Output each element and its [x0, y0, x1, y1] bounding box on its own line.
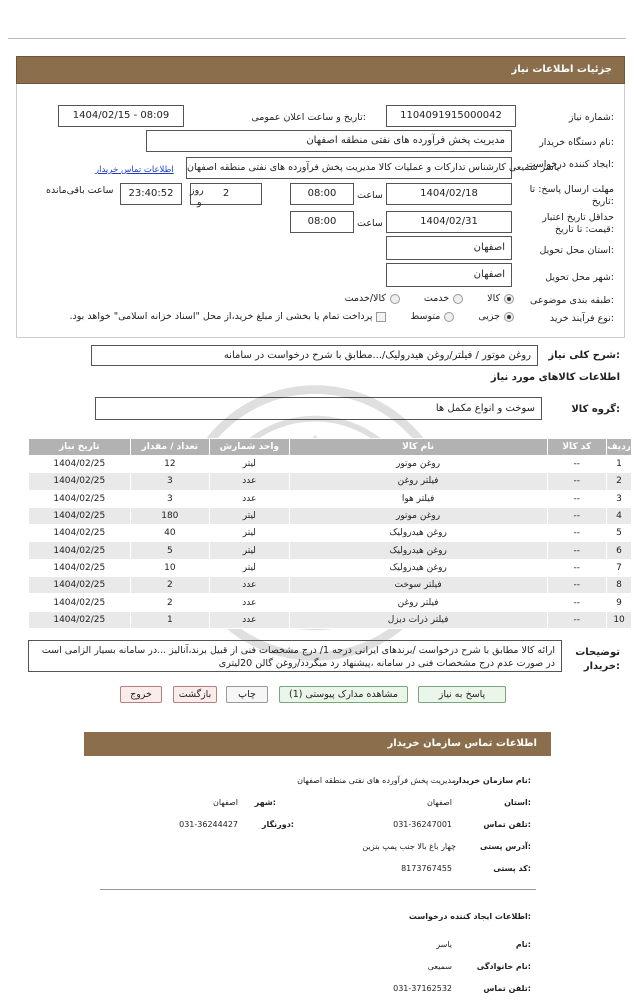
table-row	[29, 611, 632, 628]
category-options	[345, 293, 514, 304]
cell-qty: 12	[130, 456, 209, 473]
treasury-payment-checkbox[interactable]	[376, 312, 386, 322]
cell-date: 1404/02/25	[29, 473, 131, 490]
col-qty-header: تعداد / مقدار	[130, 439, 209, 456]
cell-unit: عدد	[210, 611, 290, 628]
city-label: شهر:	[254, 798, 276, 807]
cell-unit: عدد	[210, 594, 290, 611]
contact-header	[84, 732, 551, 756]
delivery-province-label: استان محل تحویل:	[539, 245, 614, 256]
buyer-org-label: نام دستگاه خریدار:	[539, 137, 614, 148]
col-date-header: تاریخ نیاز	[29, 439, 131, 456]
fax-value: 031-36244427	[179, 820, 238, 829]
table-row	[29, 542, 632, 559]
treasury-payment-note: پرداخت تمام یا بخشی از مبلغ خرید،از محل "اسناد خزانه اسلامی" خواهد بود.	[69, 311, 373, 322]
category-both-radio[interactable]	[390, 294, 400, 304]
items-table-container	[28, 438, 632, 629]
cell-row: 5	[607, 525, 632, 542]
cell-date: 1404/02/25	[29, 594, 131, 611]
cell-unit: عدد	[210, 490, 290, 507]
city-value: اصفهان	[212, 798, 238, 807]
details-header	[16, 56, 625, 84]
phone-label: تلفن تماس:	[483, 820, 531, 829]
cell-qty: 3	[130, 490, 209, 507]
table-row	[29, 490, 632, 507]
items-table-body	[29, 456, 632, 629]
col-unit-header: واحد شمارش	[210, 439, 290, 456]
cell-date: 1404/02/25	[29, 577, 131, 594]
category-both-label: کالا/خدمت	[344, 293, 386, 304]
creator-info-title: اطلاعات ایجاد کننده درخواست:	[408, 912, 531, 921]
cell-code: --	[547, 577, 607, 594]
province-label: استان:	[504, 798, 531, 807]
cell-name: فیلتر روغن	[289, 473, 547, 490]
delivery-city-field: اصفهان	[386, 263, 512, 287]
price-date-field: 1404/02/31	[386, 211, 512, 233]
cell-row: 1	[607, 456, 632, 473]
cell-qty: 2	[130, 594, 209, 611]
cell-date: 1404/02/25	[29, 542, 131, 559]
purchase-medium-label: متوسط	[410, 311, 441, 322]
buyer-org-field: مدیریت پخش فرآورده های نفتی منطقه اصفهان	[146, 130, 512, 152]
cell-row: 9	[607, 594, 632, 611]
top-divider	[8, 38, 626, 39]
table-row	[29, 525, 632, 542]
cell-code: --	[547, 559, 607, 576]
cell-name: فیلتر روغن	[289, 594, 547, 611]
cell-code: --	[547, 490, 607, 507]
and-label: و	[197, 197, 202, 208]
need-number-field: 1104091915000042	[386, 105, 516, 127]
purchase-options	[70, 311, 515, 322]
cell-unit: عدد	[210, 577, 290, 594]
attachments-button[interactable]: مشاهده مدارک پیوستی (1)	[279, 686, 408, 703]
page-title: جزئیات اطلاعات نیاز	[511, 64, 612, 75]
cell-code: --	[547, 594, 607, 611]
table-row	[29, 559, 632, 576]
cell-qty: 2	[130, 577, 209, 594]
cell-code: --	[547, 456, 607, 473]
remaining-label: ساعت باقی‌مانده	[46, 185, 114, 196]
announce-field: 1404/02/15 - 08:09	[58, 105, 184, 127]
cell-code: --	[547, 507, 607, 524]
cell-unit: لیتر	[210, 559, 290, 576]
org-label: نام سازمان خریدار:	[454, 776, 531, 785]
col-name-header: نام کالا	[289, 439, 547, 456]
org-value: مدیریت پخش فرآورده های نفتی منطقه اصفهان	[297, 776, 456, 785]
family-value: سمیعی	[427, 962, 452, 971]
cell-name: روغن موتور	[289, 507, 547, 524]
purchase-medium-radio[interactable]	[444, 312, 454, 322]
delivery-city-label: شهر محل تحویل:	[545, 272, 614, 283]
contact-title: اطلاعات تماس سازمان خریدار	[387, 738, 537, 749]
back-button[interactable]: بازگشت	[173, 686, 217, 703]
cell-row: 7	[607, 559, 632, 576]
delivery-province-field: اصفهان	[386, 236, 512, 260]
cell-name: روغن هیدرولیک	[289, 542, 547, 559]
category-goods-radio[interactable]	[504, 294, 514, 304]
category-goods-label: کالا	[487, 293, 500, 304]
cell-qty: 1	[130, 611, 209, 628]
cell-unit: لیتر	[210, 507, 290, 524]
address-value: چهار باغ بالا جنب پمپ بنزین	[362, 842, 456, 851]
cell-code: --	[547, 542, 607, 559]
cell-date: 1404/02/25	[29, 507, 131, 524]
cell-code: --	[547, 611, 607, 628]
purchase-minor-label: جزیی	[478, 311, 500, 322]
cell-qty: 10	[130, 559, 209, 576]
contact-divider	[100, 889, 536, 890]
announce-label: تاریخ و ساعت اعلان عمومی:	[251, 112, 366, 123]
reply-date-field: 1404/02/18	[386, 183, 512, 205]
summary-label: شرح کلی نیاز:	[548, 350, 620, 361]
cell-row: 6	[607, 542, 632, 559]
phone-value: 031-36247001	[393, 820, 452, 829]
table-row	[29, 594, 632, 611]
table-row	[29, 456, 632, 473]
cell-unit: لیتر	[210, 525, 290, 542]
province-value: اصفهان	[426, 798, 452, 807]
creator-field: یاسر سمیعی کارشناس تدارکات و عملیات کالا مدیریت پخش فرآورده های نفتی منطقه اصفهان	[186, 157, 512, 179]
price-time-label: ساعت	[357, 218, 383, 229]
cell-row: 4	[607, 507, 632, 524]
cell-row: 10	[607, 611, 632, 628]
items-table	[28, 438, 632, 629]
cell-qty: 3	[130, 473, 209, 490]
goods-group-field: سوخت و انواع مکمل ها	[95, 397, 542, 420]
fax-label: دورنگار:	[261, 820, 294, 829]
cell-date: 1404/02/25	[29, 611, 131, 628]
buyer-contact-link[interactable]: اطلاعات تماس خریدار	[95, 165, 174, 175]
cell-row: 3	[607, 490, 632, 507]
need-number-label: شماره نیاز:	[568, 112, 614, 123]
col-code-header: کد کالا	[547, 439, 607, 456]
reply-time-field: 08:00	[290, 183, 354, 205]
exit-button[interactable]: خروج	[120, 686, 162, 703]
remaining-time-field: 23:40:52	[120, 183, 182, 205]
creator-phone-value: 031-37162532	[393, 984, 452, 993]
col-row-header: ردیف	[607, 439, 632, 456]
table-row	[29, 577, 632, 594]
family-label: نام خانوادگی:	[476, 962, 531, 971]
cell-unit: لیتر	[210, 456, 290, 473]
cell-unit: عدد	[210, 473, 290, 490]
cell-name: فیلتر ذرات دیزل	[289, 611, 547, 628]
postal-label: کد پستی:	[493, 864, 531, 873]
cell-name: روغن هیدرولیک	[289, 525, 547, 542]
name-label: نام:	[515, 940, 531, 949]
name-value: یاسر	[436, 940, 452, 949]
category-service-radio[interactable]	[453, 294, 463, 304]
goods-group-label: گروه کالا:	[571, 404, 620, 415]
cell-name: فیلتر هوا	[289, 490, 547, 507]
address-label: آدرس پستی:	[480, 842, 531, 851]
reply-button[interactable]: پاسخ به نیاز	[418, 686, 506, 703]
cell-name: روغن موتور	[289, 456, 547, 473]
table-row	[29, 473, 632, 490]
cell-date: 1404/02/25	[29, 559, 131, 576]
cell-qty: 5	[130, 542, 209, 559]
cell-name: روغن هیدرولیک	[289, 559, 547, 576]
cell-date: 1404/02/25	[29, 456, 131, 473]
goods-info-title: اطلاعات کالاهای مورد نیاز	[490, 372, 620, 383]
cell-date: 1404/02/25	[29, 525, 131, 542]
cell-qty: 40	[130, 525, 209, 542]
cell-code: --	[547, 473, 607, 490]
category-service-label: خدمت	[423, 293, 450, 304]
category-label: طبقه بندی موضوعی:	[529, 295, 614, 306]
creator-phone-label: تلفن تماس:	[483, 984, 531, 993]
days-field: 2	[190, 183, 262, 205]
cell-row: 2	[607, 473, 632, 490]
postal-value: 8173767455	[401, 864, 452, 873]
summary-field: روغن موتور / فیلتر/روغن هیدرولیک/...مطابق با شرح درخواست در سامانه	[91, 345, 538, 366]
reply-deadline-label: مهلت ارسال پاسخ: تا تاریخ:	[529, 184, 614, 207]
cell-row: 8	[607, 577, 632, 594]
table-row	[29, 507, 632, 524]
cell-name: فیلتر سوخت	[289, 577, 547, 594]
cell-date: 1404/02/25	[29, 490, 131, 507]
creator-label: ایجاد کننده درخواست:	[526, 159, 614, 170]
purchase-minor-radio[interactable]	[504, 312, 514, 322]
days-label: روز	[190, 185, 204, 196]
table-header-row	[29, 439, 632, 456]
cell-code: --	[547, 525, 607, 542]
print-button[interactable]: چاپ	[226, 686, 268, 703]
cell-unit: لیتر	[210, 542, 290, 559]
price-validity-label: حداقل تاریخ اعتبار قیمت: تا تاریخ:	[542, 212, 614, 235]
reply-time-label: ساعت	[357, 190, 383, 201]
cell-qty: 180	[130, 507, 209, 524]
purchase-type-label: نوع فرآیند خرید:	[549, 313, 614, 324]
notes-field: ارائه کالا مطابق با شرح درخواست /برندهای ایرانی درجه 1/ درج مشخصات فنی از قبیل برند،آنالیز ...در سامانه بسیار الزامی است در صورت عدم درج مشخصات فنی در سامانه ،پیشنهاد رد میگردد/روغن گالن 20لیتری	[28, 640, 562, 672]
price-time-field: 08:00	[290, 211, 354, 233]
notes-label: توضیحات خریدار:	[575, 647, 620, 672]
